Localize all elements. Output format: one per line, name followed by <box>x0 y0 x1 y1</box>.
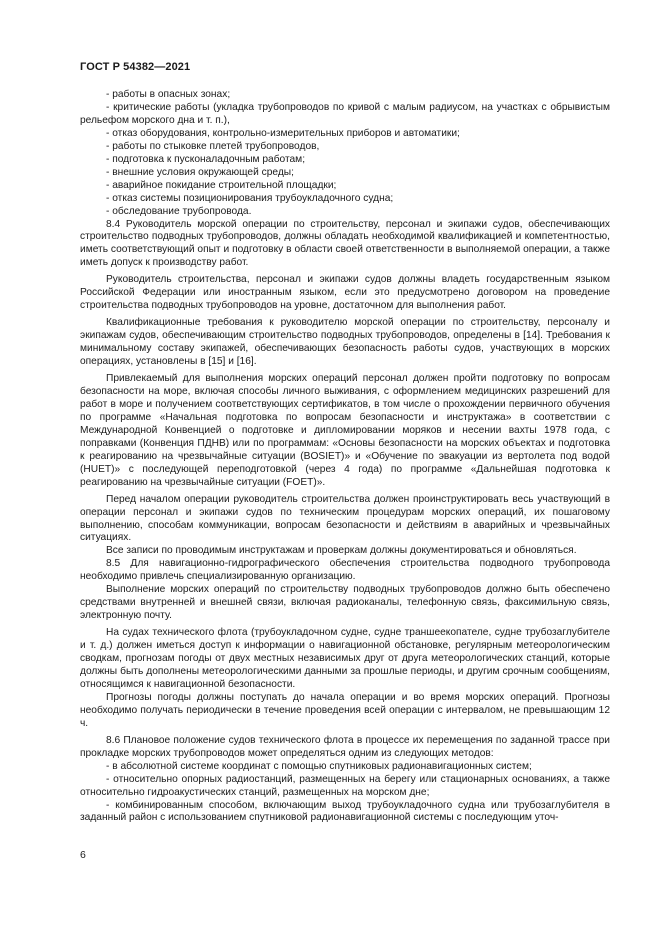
list-item: - подготовка к пусконаладочным работам; <box>106 153 306 165</box>
paragraph: Привлекаемый для выполнения морских операций персонал должен пройти подготовку по вопросам безопасности на море, включая способы личного выживания, с оформлением медицинских разрешений для работ в море и получением соответствующих сертификатов, в том числе о прохождении первичного обучения по программе «Начальная подготовка по вопросам безопасности и инструктажа» в соответствии с Международной Конвенцией о подготовке и дипломировании моряков и несении вахты 1978 года, с поправками (Конвенция ПДНВ) или по программам: «Основы безопасности на морских объектах и подготовка к реагированию на чрезвычайные ситуации (BOSIET)» и «Обучение по эвакуации из вертолета под водой (HUET)» с последующей переподготовкой (через 4 года) по программе «Дальнейшая подготовка к реагированию на чрезвычайные ситуации (FOET)». <box>80 373 610 488</box>
paragraph: 8.4 Руководитель морской операции по строительству, персонал и экипажи судов, обеспечивающих строительство подводных трубопроводов, должны обладать необходимой квалификацией и компетентностью, иметь соответствующий опыт и подготовку в области своей ответственности в выполняемой операции, а также иметь допуск к производству работ. <box>80 218 610 269</box>
list-item: - отказ системы позиционирования трубоукладочного судна; <box>106 192 394 204</box>
paragraph: 8.6 Плановое положение судов технического флота в процессе их перемещения по заданной трассе при прокладке морских трубопроводов может определяться одним из следующих методов: <box>80 734 610 759</box>
list-item: - комбинированным способом, включающим выход трубоукладочного судна или трубозаглубителя в заданный район с использованием спутниковой радионавигационной системы с последующим уточ- <box>80 799 610 824</box>
list-item: - отказ оборудования, контрольно-измерительных приборов и автоматики; <box>106 127 460 139</box>
list-item: - критические работы (укладка трубопроводов по кривой с малым радиусом, на участках с обрывистым рельефом морского дна и т. п.), <box>80 101 610 126</box>
list-item: - в абсолютной системе координат с помощью спутниковых радионавигационных систем; <box>106 760 532 772</box>
paragraph: Выполнение морских операций по строительству подводных трубопроводов должно быть обеспечено средствами внутренней и внешней связи, включая радиоканалы, телефонную связь, факсимильную связь, электронную почту. <box>80 584 610 622</box>
list-item: - работы по стыковке плетей трубопроводов, <box>106 140 320 152</box>
paragraph: Квалификационные требования к руководителю морской операции по строительству, персоналу и экипажам судов, обеспечивающим строительство подводных трубопроводов, определены в [14]. Требования к минимальному составу экипажей, обеспечивающих безопасность работы судов, участвующих в морских операциях, установлены в [15] и [16]. <box>80 317 610 368</box>
document-header: ГОСТ Р 54382—2021 <box>80 61 191 73</box>
document-body <box>80 89 610 825</box>
list-item: - работы в опасных зонах; <box>106 89 231 100</box>
list-item: - относительно опорных радиостанций, размещенных на берегу или стационарных основаниях, а также относительно гидроакустических станций, размещенных на морском дне; <box>80 773 610 798</box>
page-number: 6 <box>80 849 86 861</box>
paragraph: 8.5 Для навигационно-гидрографического обеспечения строительства подводного трубопровода необходимо привлечь специализированную организацию. <box>80 558 610 583</box>
list-item: - аварийное покидание строительной площадки; <box>106 179 337 191</box>
paragraph: Все записи по проводимым инструктажам и проверкам должны документироваться и обновляться. <box>106 545 577 557</box>
paragraph: Перед началом операции руководитель строительства должен проинструктировать весь участвующий в операции персонал и экипажи судов по техническим процедурам морских операций, их пошаговому выполнению, способам коммуникации, вопросам безопасности и действиям в аварийных и чрезвычайных ситуациях. <box>80 493 610 544</box>
list-item: - внешние условия окружающей среды; <box>106 166 294 178</box>
paragraph: Прогнозы погоды должны поступать до начала операции и во время морских операций. Прогнозы необходимо получать периодически в течение проведения всей операции с интервалом, не превышающим 12 ч. <box>80 691 610 729</box>
paragraph: На судах технического флота (трубоукладочном судне, судне траншеекопателе, судне трубозаглубителе и т. д.) должен иметься доступ к информации о навигационной обстановке, регулярным метеорологическим сводкам, прогнозам погоды от двух местных независимых друг от друга метеорологических станций, которые должны быть дополнены метеорологическими данными за прошлые периоды, и другим срочным сообщениям, относящимся к навигационной безопасности. <box>80 627 610 690</box>
list-item: - обследование трубопровода. <box>106 205 252 217</box>
paragraph: Руководитель строительства, персонал и экипажи судов должны владеть государственным языком Российской Федерации или иностранным языком, если это предусмотрено договором на проведение строительства подводных трубопроводов на уровне, достаточном для выполнения работ. <box>80 274 610 312</box>
